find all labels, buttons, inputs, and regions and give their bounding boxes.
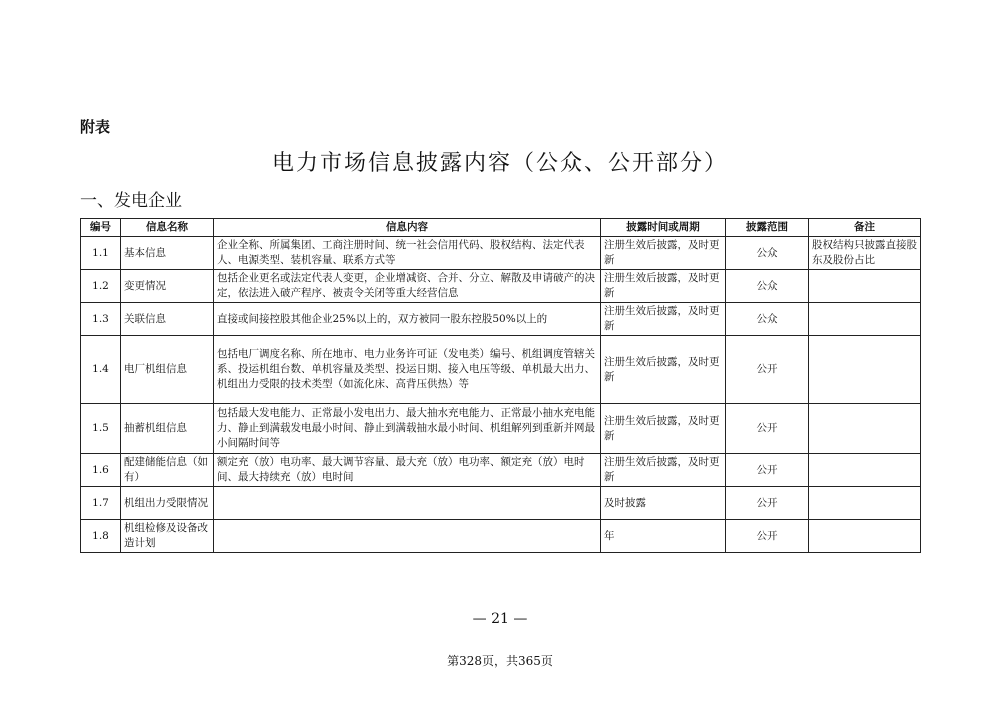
column-header-period: 披露时间或周期 <box>601 219 726 237</box>
cell-note <box>809 270 921 303</box>
cell-name: 抽蓄机组信息 <box>121 404 214 454</box>
cell-content: 包括企业更名或法定代表人变更，企业增减资、合并、分立、解散及申请破产的决定，依法进入破产程序、被责令关闭等重大经营信息 <box>214 270 601 303</box>
column-header-content: 信息内容 <box>214 219 601 237</box>
cell-name: 基本信息 <box>121 237 214 270</box>
column-header-note: 备注 <box>809 219 921 237</box>
table-header-row <box>81 219 921 237</box>
cell-scope: 公开 <box>726 520 809 553</box>
column-header-scope: 披露范围 <box>726 219 809 237</box>
cell-name: 配建储能信息（如有） <box>121 454 214 487</box>
cell-period: 年 <box>601 520 726 553</box>
section-heading: 一、发电企业 <box>80 191 182 211</box>
cell-content: 企业全称、所属集团、工商注册时间、统一社会信用代码、股权结构、法定代表人、电源类型、装机容量、联系方式等 <box>214 237 601 270</box>
column-header-no: 编号 <box>81 219 121 237</box>
cell-no: 1.3 <box>81 303 121 336</box>
document-title: 电力市场信息披露内容（公众、公开部分） <box>271 151 728 176</box>
cell-period: 注册生效后披露，及时更新 <box>601 336 726 404</box>
cell-name: 机组出力受限情况 <box>121 487 214 520</box>
cell-scope: 公开 <box>726 336 809 404</box>
table-row <box>81 237 921 270</box>
cell-content: 直接或间接控股其他企业25%以上的，双方被同一股东控股50%以上的 <box>214 303 601 336</box>
cell-note <box>809 454 921 487</box>
table-row <box>81 454 921 487</box>
table-row <box>81 336 921 404</box>
table-row <box>81 303 921 336</box>
cell-note: 股权结构只披露直接股东及股份占比 <box>809 237 921 270</box>
cell-note <box>809 520 921 553</box>
cell-no: 1.2 <box>81 270 121 303</box>
cell-content <box>214 487 601 520</box>
page-total: 第328页，共365页 <box>447 654 553 668</box>
appendix-label: 附表 <box>80 118 111 136</box>
cell-period: 注册生效后披露，及时更新 <box>601 454 726 487</box>
cell-content <box>214 520 601 553</box>
cell-no: 1.1 <box>81 237 121 270</box>
cell-content: 包括最大发电能力、正常最小发电出力、最大抽水充电能力、正常最小抽水充电能力、静止到满载发电最小时间、静止到满载抽水最小时间、机组解列到重新并网最小间隔时间等 <box>214 404 601 454</box>
table-row <box>81 487 921 520</box>
cell-scope: 公众 <box>726 303 809 336</box>
disclosure-table <box>80 218 921 553</box>
cell-note <box>809 404 921 454</box>
cell-scope: 公开 <box>726 487 809 520</box>
cell-scope: 公众 <box>726 237 809 270</box>
cell-name: 机组检修及设备改造计划 <box>121 520 214 553</box>
cell-name: 关联信息 <box>121 303 214 336</box>
cell-period: 注册生效后披露，及时更新 <box>601 303 726 336</box>
table-row <box>81 270 921 303</box>
cell-period: 注册生效后披露，及时更新 <box>601 404 726 454</box>
table-row <box>81 404 921 454</box>
cell-period: 注册生效后披露，及时更新 <box>601 237 726 270</box>
cell-content: 包括电厂调度名称、所在地市、电力业务许可证（发电类）编号、机组调度管辖关系、投运机组台数、单机容量及类型、投运日期、接入电压等级、单机最大出力、机组出力受限的技术类型（如流化床、高背压供热）等 <box>214 336 601 404</box>
cell-scope: 公开 <box>726 454 809 487</box>
cell-no: 1.8 <box>81 520 121 553</box>
cell-note <box>809 303 921 336</box>
cell-name: 电厂机组信息 <box>121 336 214 404</box>
cell-no: 1.5 <box>81 404 121 454</box>
cell-note <box>809 487 921 520</box>
table-row <box>81 520 921 553</box>
cell-no: 1.6 <box>81 454 121 487</box>
cell-scope: 公众 <box>726 270 809 303</box>
cell-period: 注册生效后披露，及时更新 <box>601 270 726 303</box>
cell-note <box>809 336 921 404</box>
cell-scope: 公开 <box>726 404 809 454</box>
cell-period: 及时披露 <box>601 487 726 520</box>
cell-no: 1.4 <box>81 336 121 404</box>
cell-name: 变更情况 <box>121 270 214 303</box>
column-header-name: 信息名称 <box>121 219 214 237</box>
page-number: — 21 — <box>472 611 528 627</box>
cell-no: 1.7 <box>81 487 121 520</box>
cell-content: 额定充（放）电功率、最大调节容量、最大充（放）电功率、额定充（放）电时间、最大持续充（放）电时间 <box>214 454 601 487</box>
